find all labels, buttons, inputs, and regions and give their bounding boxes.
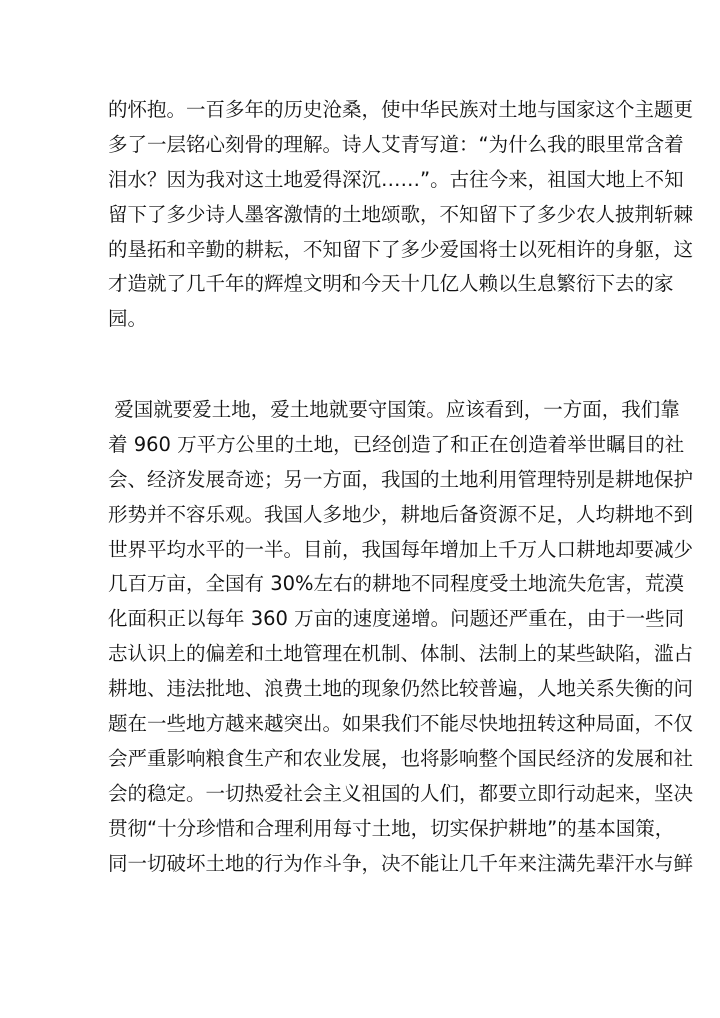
text-line: 志认识上的偏差和土地管理在机制、体制、法制上的某些缺陷，滥占 bbox=[108, 642, 694, 666]
text-line: 爱国就要爱土地，爱土地就要守国策。应该看到，一方面，我们靠 bbox=[108, 398, 680, 421]
text-line: 泪水？因为我对这土地爱得深沉……”。古往今来，祖国大地上不知 bbox=[108, 167, 684, 191]
text-line: 会、经济发展奇迹；另一方面，我国的土地利用管理特别是耕地保护 bbox=[108, 467, 694, 491]
text-line: 会严重影响粮食生产和农业发展，也将影响整个国民经济的发展和社 bbox=[108, 746, 694, 770]
text-line: 的垦拓和辛勤的耕耘，不知留下了多少爱国将士以死相许的身躯，这 bbox=[108, 237, 694, 261]
text-line: 的怀抱。一百多年的历史沧桑，使中华民族对土地与国家这个主题更 bbox=[108, 98, 694, 121]
paragraph-2 bbox=[108, 393, 694, 881]
text-line: 着 960 万平方公里的土地，已经创造了和正在创造着举世瞩目的社 bbox=[108, 432, 685, 456]
text-line: 形势并不容乐观。我国人多地少，耕地后备资源不足，人均耕地不到 bbox=[108, 502, 694, 526]
text-line: 园。 bbox=[108, 307, 148, 331]
text-line: 才造就了几千年的辉煌文明和今天十几亿人赖以生息繁衍下去的家 bbox=[108, 272, 674, 296]
text-line: 题在一些地方越来越突出。如果我们不能尽快地扭转这种局面，不仅 bbox=[108, 712, 694, 736]
text-line: 耕地、违法批地、浪费土地的现象仍然比较普遍，人地关系失衡的问 bbox=[108, 677, 694, 701]
text-line: 化面积正以每年 360 万亩的速度递增。问题还严重在，由于一些同 bbox=[108, 607, 685, 631]
text-line: 几百万亩，全国有 30%左右的耕地不同程度受土地流失危害，荒漠 bbox=[108, 572, 685, 596]
text-line: 世界平均水平的一半。目前，我国每年增加上千万人口耕地却要减少 bbox=[108, 537, 694, 561]
paragraph-1 bbox=[108, 93, 694, 337]
text-line: 同一切破坏土地的行为作斗争，决不能让几千年来注满先辈汗水与鲜 bbox=[108, 851, 694, 875]
text-line: 留下了多少诗人墨客激情的土地颂歌，不知留下了多少农人披荆斩棘 bbox=[108, 202, 694, 226]
text-line: 多了一层铭心刻骨的理解。诗人艾青写道：“为什么我的眼里常含着 bbox=[108, 132, 684, 156]
text-line: 贯彻“十分珍惜和合理利用每寸土地，切实保护耕地”的基本国策， bbox=[108, 816, 675, 840]
text-line: 会的稳定。一切热爱社会主义祖国的人们，都要立即行动起来，坚决 bbox=[108, 781, 694, 805]
